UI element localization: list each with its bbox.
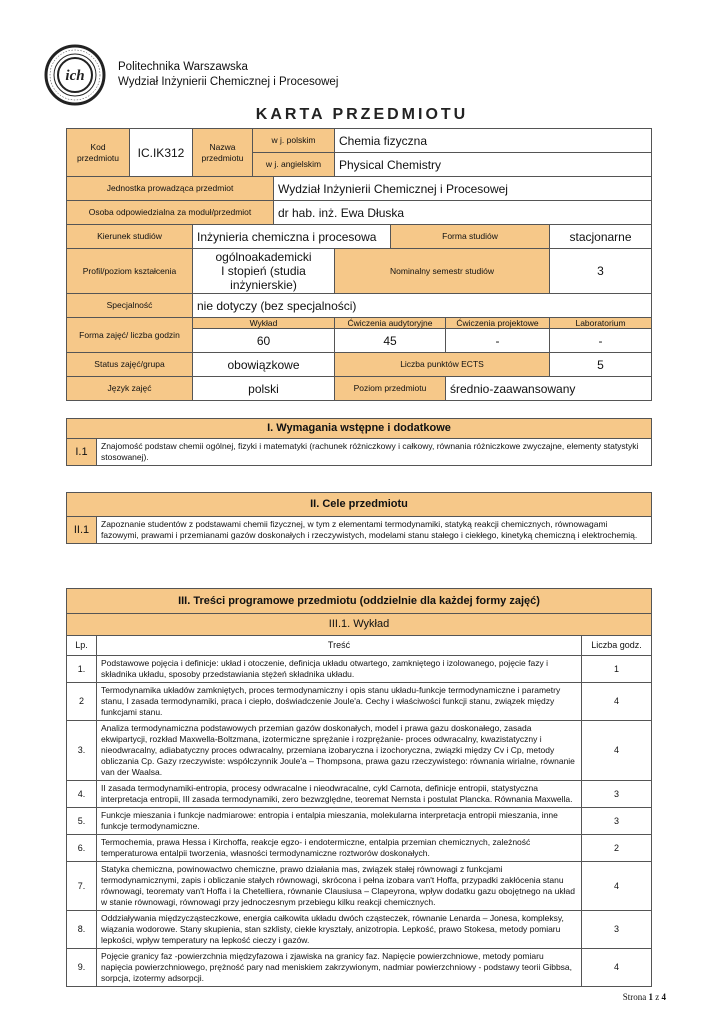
table-row <box>67 721 652 781</box>
table-row <box>67 808 652 835</box>
row-hours: 2 <box>582 835 652 862</box>
table-row <box>67 781 652 808</box>
profil-value <box>193 249 335 294</box>
jezyk-label: Język zajęć <box>67 377 193 401</box>
section-tresci-title: III. Treści programowe przedmiotu (oddzielnie dla każdej formy zajęć) <box>67 589 652 614</box>
row-hours: 3 <box>582 808 652 835</box>
row-hours: 4 <box>582 862 652 911</box>
zajecia-value-audytoryjne: 45 <box>335 329 446 353</box>
kierunek-label: Kierunek studiów <box>67 225 193 249</box>
semestr-label: Nominalny semestr studiów <box>335 249 550 294</box>
faculty-logo-icon <box>44 44 106 106</box>
table-row <box>67 656 652 683</box>
section-tresci <box>66 588 652 987</box>
row-lp: 7. <box>67 862 97 911</box>
forma-studiow-label: Forma studiów <box>391 225 550 249</box>
table-row <box>67 911 652 949</box>
en-value: Physical Chemistry <box>335 153 652 177</box>
faculty-name: Wydział Inżynierii Chemicznej i Procesowej <box>118 76 339 88</box>
jezyk-value: polski <box>193 377 335 401</box>
row-text: Termochemia, prawa Hessa i Kirchoffa, reakcje egzo- i endotermiczne, entalpia przemian chemicznych, zależność temperaturowa entalpii tworzenia, własności termodynamiczne roztworów doskonałych. <box>97 835 582 862</box>
logo-text: ich <box>65 68 85 84</box>
kod-value: IC.IK312 <box>130 129 193 177</box>
ects-label: Liczba punktów ECTS <box>335 353 550 377</box>
zajecia-header-projektowe: Ćwiczenia projektowe <box>446 318 550 329</box>
status-value: obowiązkowe <box>193 353 335 377</box>
pl-label: w j. polskim <box>253 129 335 153</box>
poziom-label: Poziom przedmiotu <box>335 377 446 401</box>
jednostka-value: Wydział Inżynierii Chemicznej i Procesowej <box>274 177 652 201</box>
jednostka-label: Jednostka prowadząca przedmiot <box>67 177 274 201</box>
row-text: Termodynamika układów zamkniętych, proces termodynamiczny i opis stanu układu-funkcje termodynamiczne i parametry stanu, I zasada termodynamiki, praca i ciepło, doświadczenie Joule'a. Cechy i właściwości funkcji stanu, związek między funkcjami stanu. <box>97 683 582 721</box>
zajecia-value-laboratorium: - <box>550 329 652 353</box>
row-text: Funkcje mieszania i funkcje nadmiarowe: entropia i entalpia mieszania, molekularna interpretacja entropii mieszania, inne funkcje termodynamiczne. <box>97 808 582 835</box>
zajecia-header-wyklad: Wykład <box>193 318 335 329</box>
footer-page: 1 <box>648 992 653 1002</box>
column-header-godz: Liczba godz. <box>582 636 652 656</box>
row-text: II zasada termodynamiki-entropia, procesy odwracalne i nieodwracalne, cykl Carnota, definicje entropii, statystyczna interpretacja entropii, III zasada termodynamiki, zero bezwzględne, teoremat Nernsta i postulat Plancka. Równania Maxwella. <box>97 781 582 808</box>
row-hours: 4 <box>582 949 652 987</box>
pl-value: Chemia fizyczna <box>335 129 652 153</box>
section-cele <box>66 492 652 544</box>
section-tresci-subtitle: III.1. Wykład <box>67 614 652 636</box>
section-wymagania-text: Znajomość podstaw chemii ogólnej, fizyki i matematyki (rachunek różniczkowy i całkowy, równania różniczkowe zwyczajne, elementy statystyki stosowanej). <box>97 439 652 466</box>
row-lp: 4. <box>67 781 97 808</box>
row-lp: 6. <box>67 835 97 862</box>
table-row <box>67 862 652 911</box>
section-cele-text: Zapoznanie studentów z podstawami chemii fizycznej, w tym z elementami termodynamiki, statyką reakcji chemicznych, równowagami fazowymi, prawami i przemianami gazów doskonałych i rzeczywistych, modelami stanu stałego i ciekłego, kinetyką chemiczną i elektrochemią. <box>97 517 652 544</box>
section-wymagania-title: I. Wymagania wstępne i dodatkowe <box>67 419 652 439</box>
section-cele-num: II.1 <box>67 517 97 544</box>
row-hours: 4 <box>582 721 652 781</box>
forma-zajec-label: Forma zajęć/ liczba godzin <box>67 318 193 353</box>
row-text: Pojęcie granicy faz -powierzchnia międzyfazowa i zjawiska na granicy faz. Napięcie powierzchniowe, metody pomiaru napięcia powierzchniowego, prężność pary nad meniskiem zakrzywionym, nadmiar powierzchniowy - podstawy teorii Gibbsa, sorpcja, izotermy adsorpcji. <box>97 949 582 987</box>
row-text: Statyka chemiczna, powinowactwo chemiczne, prawo działania mas, związek stałej równowagi z funkcjami termodynamicznymi, zapis i obliczanie stałych równowagi, skrócona i pełna izobara van't Hoffa, przypadki zakłócenia stanu równowagi, teorematy van't Hoffa i la Chetelliera, równanie Clausiusa – Clapeyrona, wpływ dodatku gazu obojętnego na układ w stanie równowagi, równowagi przy jednoczesnym przebiegu kilku reakcji chemicznych. <box>97 862 582 911</box>
row-lp: 8. <box>67 911 97 949</box>
row-text: Podstawowe pojęcia i definicje: układ i otoczenie, definicja układu otwartego, zamkniętego i izolowanego, pojęcie fazy i składnika układu, sposoby przedstawiania stężeń składnika układu. <box>97 656 582 683</box>
course-info-table <box>66 128 652 401</box>
institution-block <box>118 60 338 90</box>
zajecia-value-wyklad: 60 <box>193 329 335 353</box>
footer-label: Strona <box>622 992 647 1002</box>
table-row <box>67 835 652 862</box>
osoba-label: Osoba odpowiedzialna za moduł/przedmiot <box>67 201 274 225</box>
row-text: Oddziaływania międzycząsteczkowe, energia całkowita układu dwóch cząsteczek, równanie Lenarda – Jonesa, kompleksy, wiązania wodorowe. Stany skupienia, stan szklisty, ciekłe kryształy, anizotropia. Lepkość, prawo Stokesa, metody pomiaru lepkości, wpływ temperatury na lepkość cieczy i gazów. <box>97 911 582 949</box>
specjalnosc-label: Specjalność <box>67 294 193 318</box>
row-hours: 1 <box>582 656 652 683</box>
kierunek-value: Inżynieria chemiczna i procesowa <box>193 225 391 249</box>
section-wymagania <box>66 418 652 466</box>
specjalnosc-value: nie dotyczy (bez specjalności) <box>193 294 652 318</box>
footer-sep: z <box>655 992 660 1002</box>
table-row <box>67 949 652 987</box>
row-lp: 5. <box>67 808 97 835</box>
row-lp: 9. <box>67 949 97 987</box>
row-hours: 3 <box>582 781 652 808</box>
en-label: w j. angielskim <box>253 153 335 177</box>
zajecia-value-projektowe: - <box>446 329 550 353</box>
document-title: KARTA PRZEDMIOTU <box>255 106 469 123</box>
zajecia-header-laboratorium: Laboratorium <box>550 318 652 329</box>
row-hours: 4 <box>582 683 652 721</box>
semestr-value: 3 <box>550 249 652 294</box>
profil-label: Profil/poziom kształcenia <box>67 249 193 294</box>
column-header-lp: Lp. <box>67 636 97 656</box>
row-lp: 1. <box>67 656 97 683</box>
row-text: Analiza termodynamiczna podstawowych przemian gazów doskonałych, model i prawa gazu doskonałego, zasada ekwipartycji, rozkład Maxwella-Boltzmana, izotermiczne sprężanie i rozprężanie- proces odwracalny, kwazistatyczny i nieodwracalny, adiabatyczny proces odwracalny, przemiana izobaryczna i izochoryczna, związki między Cv i Cp, metody obliczania Cp. Gazy rzeczywiste: współczynnik Joule'a – Thompsona, prawa gazu rzeczywistego: równania wirialne, równanie van der Waalsa. <box>97 721 582 781</box>
row-lp: 2 <box>67 683 97 721</box>
institution-name: Politechnika Warszawska <box>118 61 248 73</box>
kod-label: Kod przedmiotu <box>67 129 130 177</box>
status-label: Status zajęć/grupa <box>67 353 193 377</box>
table-row <box>67 683 652 721</box>
column-header-tresc: Treść <box>97 636 582 656</box>
footer-total: 4 <box>661 992 666 1002</box>
profil-value-line1: ogólnoakademicki <box>215 250 312 264</box>
nazwa-label: Nazwa przedmiotu <box>193 129 253 177</box>
page-footer <box>623 992 666 1002</box>
zajecia-header-audytoryjne: Ćwiczenia audytoryjne <box>335 318 446 329</box>
ects-value: 5 <box>550 353 652 377</box>
section-cele-title: II. Cele przedmiotu <box>67 493 652 517</box>
section-wymagania-num: I.1 <box>67 439 97 466</box>
profil-value-line2: I stopień (studia inżynierskie) <box>221 264 306 292</box>
poziom-value: średnio-zaawansowany <box>446 377 652 401</box>
osoba-value: dr hab. inż. Ewa Dłuska <box>274 201 652 225</box>
forma-studiow-value: stacjonarne <box>550 225 652 249</box>
page-header <box>44 44 664 108</box>
row-lp: 3. <box>67 721 97 781</box>
row-hours: 3 <box>582 911 652 949</box>
